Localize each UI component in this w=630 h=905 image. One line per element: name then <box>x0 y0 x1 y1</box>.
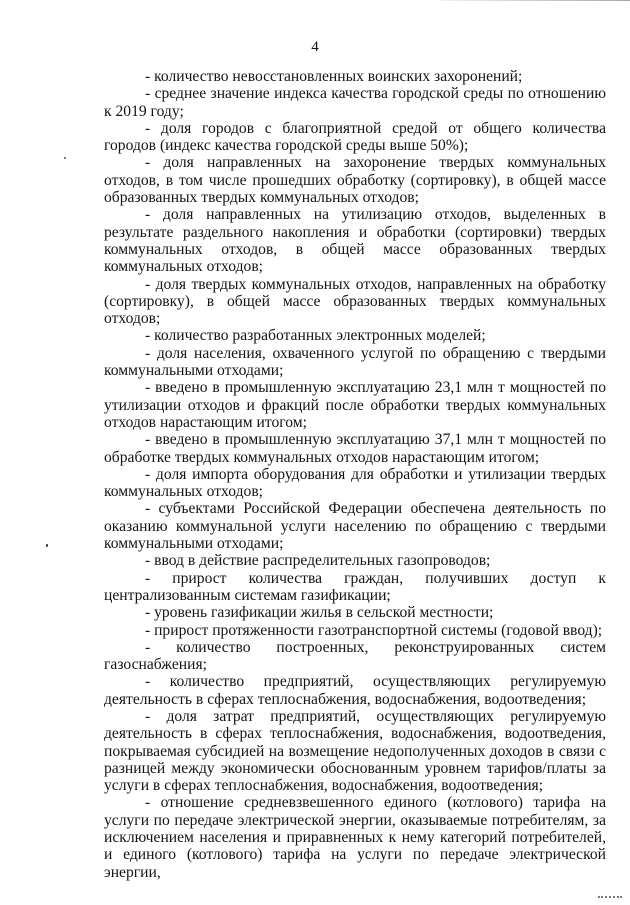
list-item: - субъектами Российской Федерации обеспечена деятельность по оказанию коммунальной услуги населению по обращению с твердыми коммунальными отходами; <box>104 500 606 553</box>
list-item: - доля направленных на захоронение твердых коммунальных отходов, в том числе прошедших обработку (сортировку), в общей массе образованных твердых коммунальных отходов; <box>104 154 606 207</box>
list-item: - доля импорта оборудования для обработки и утилизации твердых коммунальных отходов; <box>104 465 606 501</box>
list-item: - доля направленных на утилизацию отходов, выделенных в результате раздельного накопления и обработки (сортировки) твердых коммунальных отходов, в общей массе образованных твердых коммунальных отходов; <box>104 206 606 276</box>
page-number: 4 <box>311 39 319 55</box>
list-item: - прирост протяженности газотранспортной системы (годовой ввод); <box>145 621 603 639</box>
list-item: - количество невосстановленных воинских захоронений; <box>145 68 523 85</box>
list-item: - введено в промышленную эксплуатацию 37,1 млн т мощностей по обработке твердых коммунальных отходов нарастающим итогом; <box>104 431 606 466</box>
list-item: - количество разработанных электронных моделей; <box>145 327 486 345</box>
list-item: - уровень газификации жилья в сельской местности; <box>145 604 494 622</box>
scan-edge-line <box>440 0 630 1</box>
list-item: - среднее значение индекса качества городской среды по отношению к 2019 году; <box>104 85 606 120</box>
list-item: - введено в промышленную эксплуатацию 23,1 млн т мощностей по утилизации отходов и фракций после обработки твердых коммунальных отходов нарастающим итогом; <box>104 379 606 431</box>
scan-speck <box>64 157 66 159</box>
list-item: - доля населения, охваченного услугой по обращению с твердыми коммунальными отходами; <box>104 344 606 380</box>
scan-corner-mark <box>598 896 622 901</box>
list-item: - доля городов с благоприятной средой от общего количества городов (индекс качества городской среды выше 50%); <box>104 119 606 155</box>
list-item: - ввод в действие распределительных газопроводов; <box>145 552 491 570</box>
list-item: - доля твердых коммунальных отходов, направленных на обработку (сортировку), в общей массе образованных твердых коммунальных отходов; <box>104 275 606 328</box>
scan-speck <box>46 544 48 547</box>
list-item: - количество построенных, реконструированных систем газоснабжения; <box>104 638 606 674</box>
list-item: - доля затрат предприятий, осуществляющих регулируемую деятельность в сферах теплоснабжения, водоснабжения, водоотведения, покрываемая субсидией на возмещение недополученных доходов в связи с разницей между экономически обоснованным уровнем тарифов/платы за услуги в сферах теплоснабжения, водоснабжения, водоотведения; <box>104 707 606 795</box>
indicator-list <box>104 68 606 881</box>
list-item: - количество предприятий, осуществляющих регулируемую деятельность в сферах теплоснабжения, водоснабжения, водоотведения; <box>104 673 606 708</box>
list-item: - прирост количества граждан, получивших доступ к централизованным системам газификации; <box>104 569 606 604</box>
list-item: - отношение средневзвешенного единого (котлового) тарифа на услуги по передаче электрической энергии, оказываемые потребителям, за исключением населения и приравненных к нему категорий потребителей, и единого (котлового) тарифа на услуги по передаче электрической энергии, <box>104 794 606 881</box>
